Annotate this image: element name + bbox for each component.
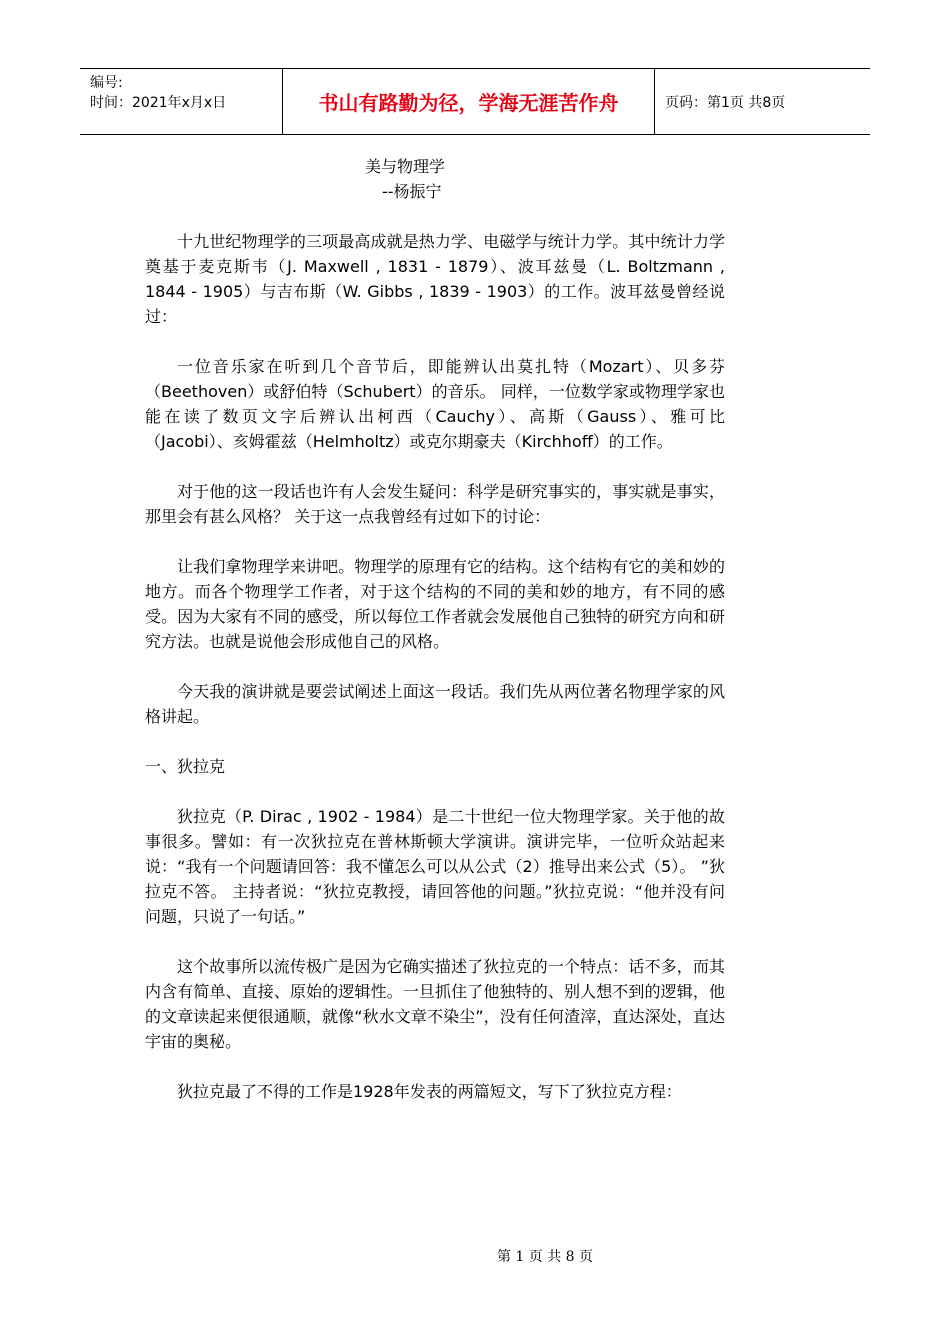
paragraph: 一位音乐家在听到几个音节后，即能辨认出莫扎特（Mozart）、贝多芬（Beethoven）或舒伯特（Schubert）的音乐。 同样，一位数学家或物理学家也能在读了数页文字后辨认出柯西（Cauchy）、高斯（Gauss）、雅可比（Jacobi）、亥姆霍兹（Helmholtz）或克尔期豪夫（Kirchhoff）的工作。	[145, 357, 725, 451]
paragraph: 十九世纪物理学的三项最高成就是热力学、电磁学与统计力学。其中统计力学奠基于麦克斯韦（J. Maxwell , 1831 - 1879）、波耳兹曼（L. Boltzmann , 1844 - 1905）与吉布斯（W. Gibbs , 1839 - 1903）的工作。波耳兹曼曾经说过：	[145, 232, 725, 326]
header-page-code-cell	[655, 69, 870, 134]
footer-page-indicator: 第 1 页 共 8 页	[496, 1249, 594, 1265]
paragraph: 对于他的这一段话也许有人会发生疑问：科学是研究事实的，事实就是事实， 那里会有甚么风格？ 关于这一点我曾经有过如下的讨论：	[145, 482, 725, 526]
section-heading: 一、狄拉克	[145, 757, 226, 776]
paragraph: 狄拉克最了不得的工作是1928年发表的两篇短文，写下了狄拉克方程：	[177, 1082, 682, 1101]
header-motto-cell	[282, 69, 655, 134]
document-author: --杨振宁	[382, 182, 442, 201]
page-code-text: 页码：第1页 共8页	[665, 94, 786, 111]
document-title: 美与物理学	[365, 157, 446, 176]
paragraph: 这个故事所以流传极广是因为它确实描述了狄拉克的一个特点：话不多，而其内含有简单、直接、原始的逻辑性。一旦抓住了他独特的、别人想不到的逻辑，他的文章读起来便很通顺，就像“秋水文章不染尘”，没有任何渣滓，直达深处，直达宇宙的奥秘。	[145, 957, 725, 1051]
motto-text: 书山有路勤为径，学海无涯苦作舟	[318, 91, 619, 115]
document-body	[145, 154, 725, 1129]
document-number-label: 编号:	[90, 75, 123, 91]
header-meta	[80, 69, 282, 134]
page-header	[80, 68, 870, 135]
paragraph: 今天我的演讲就是要尝试阐述上面这一段话。我们先从两位著名物理学家的风格讲起。	[145, 682, 725, 726]
document-time-label: 时间：2021年x月x日	[90, 95, 227, 111]
paragraph: 让我们拿物理学来讲吧。物理学的原理有它的结构。这个结构有它的美和妙的地方。而各个物理学工作者，对于这个结构的不同的美和妙的地方，有不同的感受。因为大家有不同的感受，所以每位工作者就会发展他自己独特的研究方向和研究方法。也就是说他会形成他自己的风格。	[145, 557, 725, 651]
paragraph: 狄拉克（P. Dirac , 1902 - 1984）是二十世纪一位大物理学家。关于他的故事很多。譬如：有一次狄拉克在普林斯顿大学演讲。演讲完毕，一位听众站起来说：“我有一个问题请回答：我不懂怎么可以从公式（2）推导出来公式（5）。 ”狄拉克不答。 主持者说：“狄拉克教授，请回答他的问题。”狄拉克说：“他并没有问问题，只说了一句话。”	[145, 807, 725, 926]
page-footer	[0, 1246, 950, 1266]
